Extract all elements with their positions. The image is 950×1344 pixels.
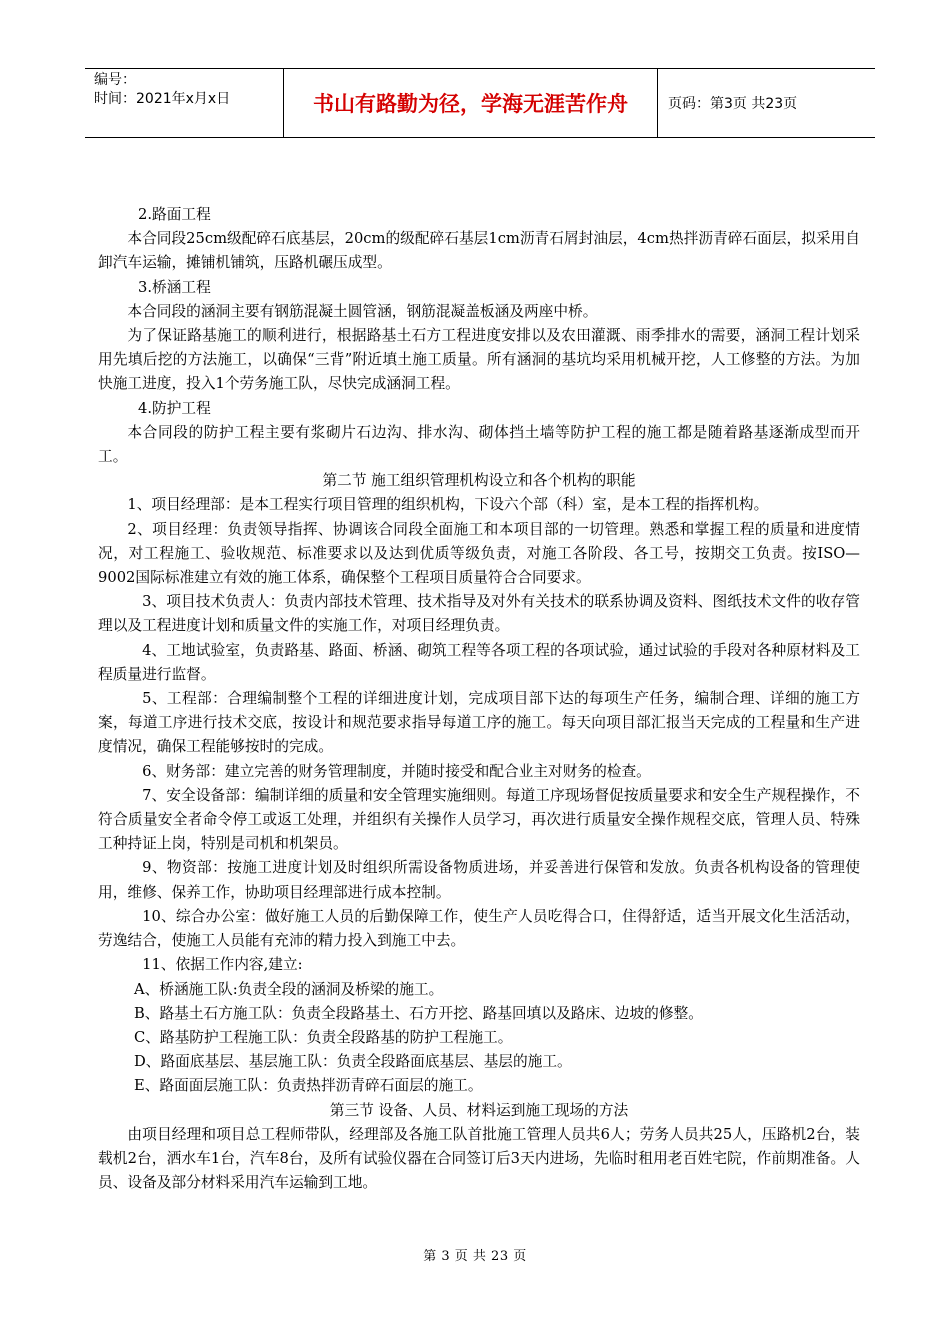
page-header: [85, 68, 875, 138]
team-item: D、路面底基层、基层施工队：负责全段路面底基层、基层的施工。: [134, 1053, 572, 1071]
list-item: 4、工地试验室，负责路基、路面、桥涵、砌筑工程等各项工程的各项试验，通过试验的手段对各种原材料及工程质量进行监督。: [98, 641, 860, 683]
list-item: 11、依据工作内容,建立:: [142, 956, 303, 974]
section-heading-2: 第二节 施工组织管理机构设立和各个机构的职能: [322, 472, 636, 490]
subheading-pavement: 2.路面工程: [138, 206, 211, 223]
paragraph: 本合同段的防护工程主要有浆砌片石边沟、排水沟、砌体挡土墙等防护工程的施工都是随着路基逐渐成型而开工。: [98, 423, 860, 466]
paragraph: 为了保证路基施工的顺利进行，根据路基土石方工程进度安排以及农田灌溉、雨季排水的需要，涵洞工程计划采用先填后挖的方法施工，以确保“三背”附近填土施工质量。所有涵洞的基坑均采用机械开挖，人工修整的方法。为加快施工进度，投入1个劳务施工队，尽快完成涵洞工程。: [98, 327, 860, 393]
page-footer: 第 3 页 共 23 页: [423, 1249, 527, 1264]
paragraph: 本合同段25cm级配碎石底基层，20cm的级配碎石基层1cm沥青石屑封油层，4cm热拌沥青碎石面层，拟采用自卸汽车运输，摊铺机铺筑，压路机碾压成型。: [98, 230, 860, 272]
document-body: [98, 203, 860, 1195]
team-item: B、路基土石方施工队：负责全段路基土、石方开挖、路基回填以及路床、边坡的修整。: [134, 1004, 703, 1022]
team-item: A、桥涵施工队:负责全段的涵洞及桥梁的施工。: [134, 980, 444, 998]
header-divider-right: [657, 69, 658, 137]
list-item: 10、综合办公室：做好施工人员的后勤保障工作，使生产人员吃得合口，住得舒适，适当开展文化生活活动，劳逸结合，使施工人员能有充沛的精力投入到施工中去。: [98, 907, 860, 950]
list-item: 7、安全设备部：编制详细的质量和安全管理实施细则。每道工序现场督促按质量要求和安全生产规程操作，不符合质量安全者命令停工或返工处理，并组织有关操作人员学习，再次进行质量安全操作规程交底，管理人员、特殊工种持证上岗，特别是司机和机架员。: [98, 786, 860, 853]
header-motto: 书山有路勤为径，学海无涯苦作舟: [313, 92, 628, 116]
paragraph: 本合同段的涵洞主要有钢筋混凝土圆管涵，钢筋混凝盖板涵及两座中桥。: [127, 302, 598, 320]
paragraph: 由项目经理和项目总工程师带队，经理部及各施工队首批施工管理人员共6人；劳务人员共25人，压路机2台，装载机2台，洒水车1台，汽车8台，及所有试验仪器在合同签订后3天内进场，先临时租用老百姓宅院，作前期准备。人员、设备及部分材料采用汽车运输到工地。: [98, 1125, 860, 1192]
list-item: 2、项目经理：负责领导指挥、协调该合同段全面施工和本项目部的一切管理。熟悉和掌握工程的质量和进度情况，对工程施工、验收规范、标准要求以及达到优质等级负责，对施工各阶段、各工号，按期交工负责。按ISO—9002国际标准建立有效的施工体系，确保整个工程项目质量符合合同要求。: [98, 520, 860, 587]
section-heading-3: 第三节 设备、人员、材料运到施工现场的方法: [329, 1101, 629, 1119]
list-item: 3、项目技术负责人：负责内部技术管理、技术指导及对外有关技术的联系协调及资料、图纸技术文件的收存管理以及工程进度计划和质量文件的实施工作，对项目经理负责。: [98, 593, 860, 635]
header-meta: [94, 71, 284, 109]
subheading-protection: 4.防护工程: [138, 399, 211, 417]
header-page-number: 页码：第3页 共23页: [668, 96, 798, 112]
team-item: C、路基防护工程施工队：负责全段路基的防护工程施工。: [134, 1028, 513, 1046]
list-item: 5、工程部：合理编制整个工程的详细进度计划，完成项目部下达的每项生产任务，编制合理、详细的施工方案，每道工序进行技术交底，按设计和规范要求指导每道工序的施工。每天向项目部汇报当天完成的工程量和生产进度情况，确保工程能够按时的完成。: [98, 690, 860, 756]
document-number-label: 编号：: [94, 72, 136, 88]
team-item: E、路面面层施工队：负责热拌沥青碎石面层的施工。: [134, 1077, 483, 1095]
list-item: 6、财务部：建立完善的财务管理制度，并随时接受和配合业主对财务的检查。: [142, 762, 651, 780]
list-item: 1、项目经理部：是本工程实行项目管理的组织机构，下设六个部（科）室，是本工程的指挥机构。: [127, 496, 769, 514]
document-date: 时间：2021年x月x日: [94, 91, 231, 107]
list-item: 9、物资部：按施工进度计划及时组织所需设备物质进场，并妥善进行保管和发放。负责各机构设备的管理使用，维修、保养工作，协助项目经理部进行成本控制。: [98, 859, 860, 901]
subheading-bridge-culvert: 3.桥涵工程: [138, 278, 211, 296]
